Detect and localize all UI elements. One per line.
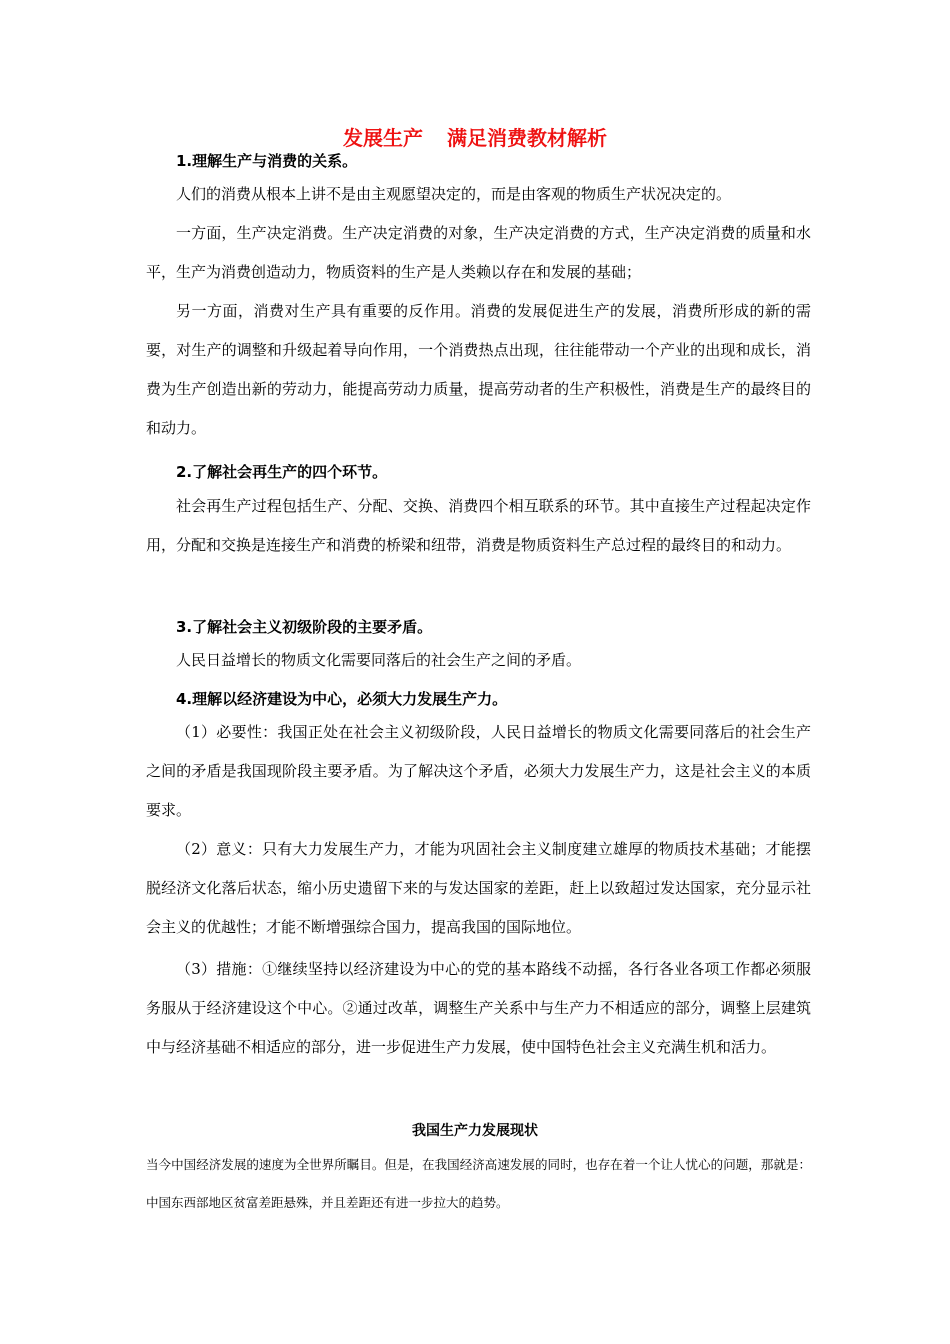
article-title: 我国生产力发展现状 (412, 1123, 538, 1139)
section-3-heading: 3.了解社会主义初级阶段的主要矛盾。 (176, 618, 433, 636)
page-title (0, 122, 950, 151)
section-1-heading: 1.理解生产与消费的关系。 (176, 152, 358, 170)
section-2-heading: 2.了解社会再生产的四个环节。 (176, 463, 388, 481)
section-1-paragraph-3: 另一方面，消费对生产具有重要的反作用。消费的发展促进生产的发展，消费所形成的新的需要，对生产的调整和升级起着导向作用，一个消费热点出现，往往能带动一个产业的出现和成长，消费为生产创造出新的劳动力，能提高劳动力质量，提高劳动者的生产积极性，消费是生产的最终目的和动力。 (146, 302, 811, 437)
section-4-paragraph-1: （1）必要性：我国正处在社会主义初级阶段，人民日益增长的物质文化需要同落后的社会生产之间的矛盾是我国现阶段主要矛盾。为了解决这个矛盾，必须大力发展生产力，这是社会主义的本质要求。 (146, 723, 811, 819)
article-body: 当今中国经济发展的速度为全世界所瞩目。但是，在我国经济高速发展的同时，也存在着一个让人忧心的问题，那就是：中国东西部地区贫富差距悬殊，并且差距还有进一步拉大的趋势。 (146, 1157, 811, 1210)
section-4-paragraph-2: （2）意义：只有大力发展生产力，才能为巩固社会主义制度建立雄厚的物质技术基础；才能摆脱经济文化落后状态，缩小历史遗留下来的与发达国家的差距，赶上以致超过发达国家，充分显示社会主义的优越性；才能不断增强综合国力，提高我国的国际地位。 (146, 840, 811, 936)
section-4-heading: 4.理解以经济建设为中心，必须大力发展生产力。 (176, 690, 508, 708)
title-part-1: 发展生产 (343, 126, 423, 150)
section-2-paragraph-1: 社会再生产过程包括生产、分配、交换、消费四个相互联系的环节。其中直接生产过程起决定作用，分配和交换是连接生产和消费的桥梁和纽带，消费是物质资料生产总过程的最终目的和动力。 (146, 497, 811, 554)
section-1-paragraph-2: 一方面，生产决定消费。生产决定消费的对象，生产决定消费的方式，生产决定消费的质量和水平，生产为消费创造动力，物质资料的生产是人类赖以存在和发展的基础； (146, 224, 811, 281)
section-4-paragraph-3: （3）措施：①继续坚持以经济建设为中心的党的基本路线不动摇，各行各业各项工作都必须服务服从于经济建设这个中心。②通过改革，调整生产关系中与生产力不相适应的部分，调整上层建筑中与经济基础不相适应的部分，进一步促进生产力发展，使中国特色社会主义充满生机和活力。 (146, 960, 811, 1056)
section-3-paragraph-1: 人民日益增长的物质文化需要同落后的社会生产之间的矛盾。 (176, 651, 582, 669)
title-part-2: 满足消费教材解析 (447, 126, 607, 150)
section-1-paragraph-1: 人们的消费从根本上讲不是由主观愿望决定的，而是由客观的物质生产状况决定的。 (176, 185, 732, 203)
